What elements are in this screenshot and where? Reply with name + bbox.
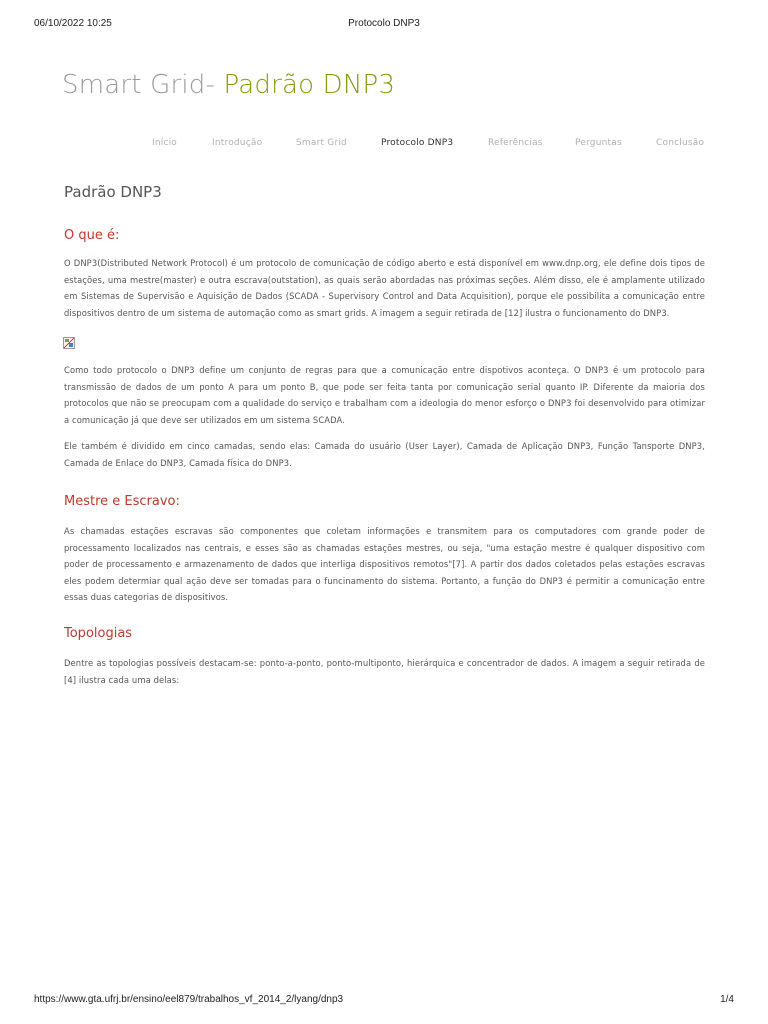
- section-heading-o-que-e: O que é:: [64, 228, 120, 243]
- nav-item-smart-grid[interactable]: Smart Grid: [296, 138, 347, 148]
- paragraph-protocol-rules: Como todo protocolo o DNP3 define um conjunto de regras para que a comunicação entre dispotivos aconteça. O DNP3 é um protocolo para transmissão de dados de um ponto A para um ponto B, que pode ser feita tanta por comunicação serial quanto IP. Diferente da maioria dos protocolos que não se preocupam com a qualidade do serviço e trabalham com a ideologia do menor esforço o DNP3 foi desenvolvido para otimizar a comunicação já que deve ser utilizados em um sistema SCADA.: [64, 365, 705, 425]
- paragraph-layers: Ele também é dividido em cinco camadas, sendo elas: Camada do usuário (User Layer), Camada de Aplicação DNP3, Função Tansporte DNP3, Camada de Enlace do DNP3, Camada física do DNP3.: [64, 441, 705, 468]
- main-nav: [62, 138, 704, 152]
- print-doc-title: Protocolo DNP3: [348, 18, 420, 29]
- page-heading: Padrão DNP3: [64, 183, 162, 201]
- nav-item-inicio[interactable]: Início: [152, 138, 178, 148]
- nav-item-referencias[interactable]: Referências: [488, 138, 543, 148]
- nav-item-introducao[interactable]: Introdução: [212, 138, 263, 148]
- site-title-part1: Smart Grid-: [62, 70, 216, 100]
- print-header: [34, 18, 734, 32]
- print-footer: [34, 994, 734, 1008]
- section-heading-mestre-escravo: Mestre e Escravo:: [64, 494, 180, 509]
- print-datetime: 06/10/2022 10:25: [34, 18, 112, 29]
- section-heading-topologias: Topologias: [64, 626, 133, 641]
- print-page-number: 1/4: [720, 994, 734, 1005]
- site-title: [62, 70, 395, 100]
- site-title-part2: Padrão DNP3: [215, 70, 396, 100]
- paragraph-mestre-escravo: As chamadas estações escravas são componentes que coletam informações e transmitem para os computadores com grande poder de processamento localizados nas centrais, e esses são as chamadas estações mestres, ou seja, "uma estação mestre é qualquer dispositivo com poder de processamento e armazenamento de dados que interliga dispositivos remotos"[7]. A partir dos dados coletados pelas estações escravas eles podem determiar qual ação deve ser tomadas para o funcinamento do sistema. Portanto, a função do DNP3 é permitir a comunicação entre essas duas categorias de dispositivos.: [64, 526, 705, 602]
- print-url: https://www.gta.ufrj.br/ensino/eel879/trabalhos_vf_2014_2/lyang/dnp3: [34, 994, 344, 1005]
- nav-item-conclusao[interactable]: Conclusão: [656, 138, 705, 148]
- nav-item-protocolo-dnp3[interactable]: Protocolo DNP3: [381, 138, 454, 148]
- broken-image-icon: [63, 334, 75, 346]
- paragraph-intro: O DNP3(Distributed Network Protocol) é um protocolo de comunicação de código aberto e está disponível em www.dnp.org, ele define dois tipos de estações, uma mestre(master) e outra escrava(outstation), as quais serão abordadas nas próximas seções. Além disso, ele é amplamente utilizado em Sistemas de Supervisão e Aquisição de Dados (SCADA - Supervisory Control and Data Acquisition), porque ele possibilita a comunicação entre dispositivos dentro de um sistema de automação como as smart grids. A imagem a seguir retirada de [12] ilustra o funcionamento do DNP3.: [64, 258, 705, 318]
- nav-item-perguntas[interactable]: Perguntas: [575, 138, 622, 148]
- paragraph-topologias: Dentre as topologias possíveis destacam-se: ponto-a-ponto, ponto-multiponto, hierárquica e concentrador de dados. A imagem a seguir retirada de [4] ilustra cada uma delas:: [64, 658, 705, 685]
